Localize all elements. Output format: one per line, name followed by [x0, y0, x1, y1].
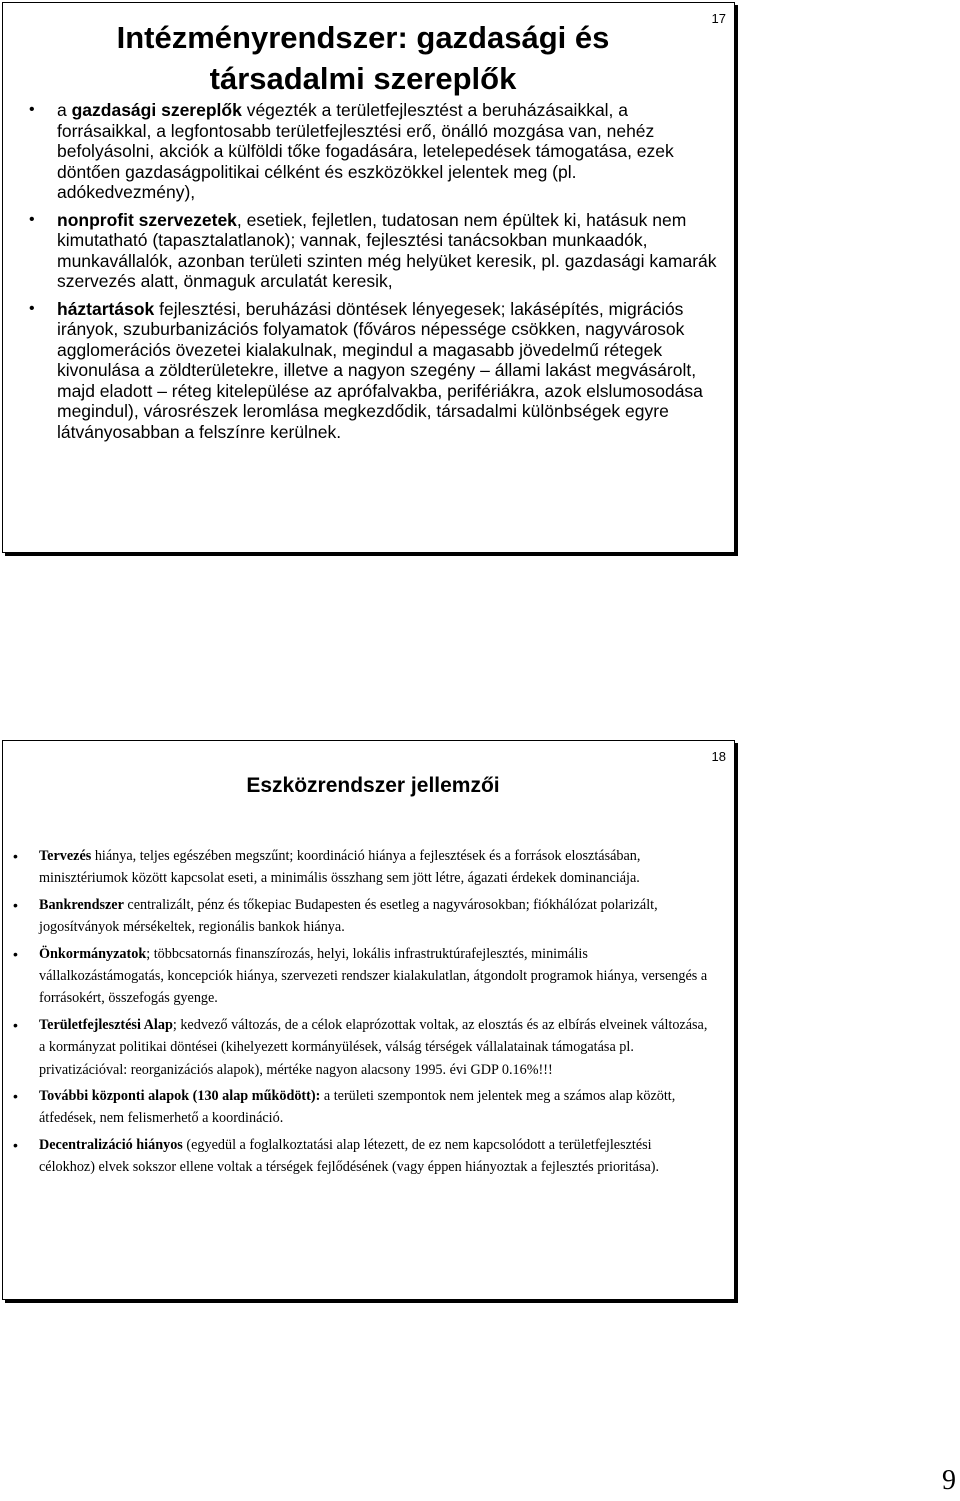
bold-term: Önkormányzatok	[39, 945, 147, 962]
bullet-icon: •	[29, 101, 35, 118]
bullet-item: • háztartások fejlesztési, beruházási döntések lényegesek; lakásépítés, migrációs irányok, szuburbanizációs folyamatok (főváros népessége csökken, nagyvárosok agglomerációs övezetei kialakulnak, megindul a magasabb jövedelmű rétegek kivonulása a zöldterületekre, illetve a nagyon szegény – állami lakást megvásárolt, majd eladott – réteg kitelepülése az aprófalvakba, perifériákra, azok elslumosodása megindul), városrészek leromlása megkezdődik, társadalmi különbségek egyre látványosabban a felszínre kerülnek.	[29, 298, 703, 442]
bullet-icon: •	[13, 1016, 18, 1033]
bullet-icon: •	[13, 848, 18, 864]
bullet-item: • Tervezés hiánya, teljes egészében megszűnt; koordináció hiánya a fejlesztések és a források elosztásában, minisztériumok között kapcsolat eseti, a minimális összhang sem jött létre, ágazati érdekek dominanciája.	[11, 845, 711, 890]
slide-number: 18	[711, 749, 726, 764]
bold-term: Tervezés	[39, 848, 92, 864]
bullet-icon: •	[13, 896, 18, 913]
slide-title	[3, 17, 723, 99]
bullet-icon: •	[29, 299, 35, 317]
page-number: 9	[942, 1465, 956, 1496]
bold-term: Decentralizáció hiányos	[39, 1136, 183, 1153]
title-line-2: társadalmi szereplők	[209, 61, 517, 96]
bullet-icon: •	[13, 945, 18, 962]
bold-term: Területfejlesztési Alap	[39, 1016, 173, 1033]
bullet-item: • Bankrendszer centralizált, pénz és tőkepiac Budapesten és esetleg a nagyvárosokban; fiókhálózat polarizált, jogosítványok mérsékeltek, regionális bankok hiánya.	[11, 894, 711, 939]
bold-term: További központi alapok (130 alap működött):	[39, 1088, 321, 1105]
bullet-icon: •	[13, 1136, 18, 1153]
bullet-icon: •	[13, 1088, 18, 1105]
bullet-item: • nonprofit szervezetek, esetiek, fejletlen, tudatosan nem épültek ki, hatásuk nem kimutatható (tapasztalatlanok); vannak, fejlesztési tanácsokban munkaadók, munkavállalók, azonban területi szinten még helyüket keresik, pl. gazdasági kamarák szervezés alatt, önmaguk arculatát keresik,	[29, 209, 717, 291]
bullet-item: • Decentralizáció hiányos (egyedül a foglalkoztatási alap létezett, de ez nem kapcsolódott a területfejlesztési célokhoz) elvek sokszor ellene voltak a térségek fejlődésének (vagy éppen hiányoztak a fejlesztés prioritása).	[11, 1134, 711, 1179]
bullet-icon: •	[29, 210, 35, 228]
slide-18	[2, 740, 735, 1300]
bullet-list	[27, 100, 717, 449]
title-line-1: Intézményrendszer: gazdasági és	[116, 20, 610, 55]
bold-term: nonprofit szervezetek	[57, 209, 237, 230]
bold-term: háztartások	[57, 298, 155, 319]
bullet-item: • Területfejlesztési Alap; kedvező változás, de a célok elaprózottak voltak, az elosztás és az elbírás elveinek változása, a kormányzat politikai döntései (kihelyezett kormányülések, válság térségek vállalatainak támogatása pl. privatizációval: reorganizációs alapok), mértéke nagyon alacsony 1995. évi GDP 0.16%!!!	[11, 1014, 711, 1081]
slide-17	[2, 2, 735, 553]
bullet-item: • Önkormányzatok; többcsatornás finanszírozás, helyi, lokális infrastruktúrafejlesztés, minimális vállalkozástámogatás, koncepciók hiánya, szervezeti rendszer kialakulatlan, átgondolt programok hiánya, versengés a forrásokért, összefogás gyenge.	[11, 943, 711, 1010]
bold-term: gazdasági szereplők	[71, 100, 242, 120]
bullet-list	[11, 845, 711, 1183]
bold-term: Bankrendszer	[39, 896, 124, 913]
slide-title: Eszközrendszer jellemzői	[246, 774, 500, 797]
bullet-item: • További központi alapok (130 alap működött): a területi szempontok nem jelentek meg a számos alap között, átfedések, nem felismerhető a koordináció.	[11, 1085, 711, 1130]
bullet-item: • a gazdasági szereplők végezték a területfejlesztést a beruházásaikkal, a forrásaikkal, a legfontosabb területfejlesztési erő, önálló mozgása van, nehéz befolyásolni, akciók a külföldi tőke fogadására, letelepedések támogatása, ezek döntően gazdaságpolitikai célként és eszközökkel jelentek meg (pl. adókedvezmény),	[29, 100, 674, 202]
slide-number: 17	[711, 11, 726, 26]
